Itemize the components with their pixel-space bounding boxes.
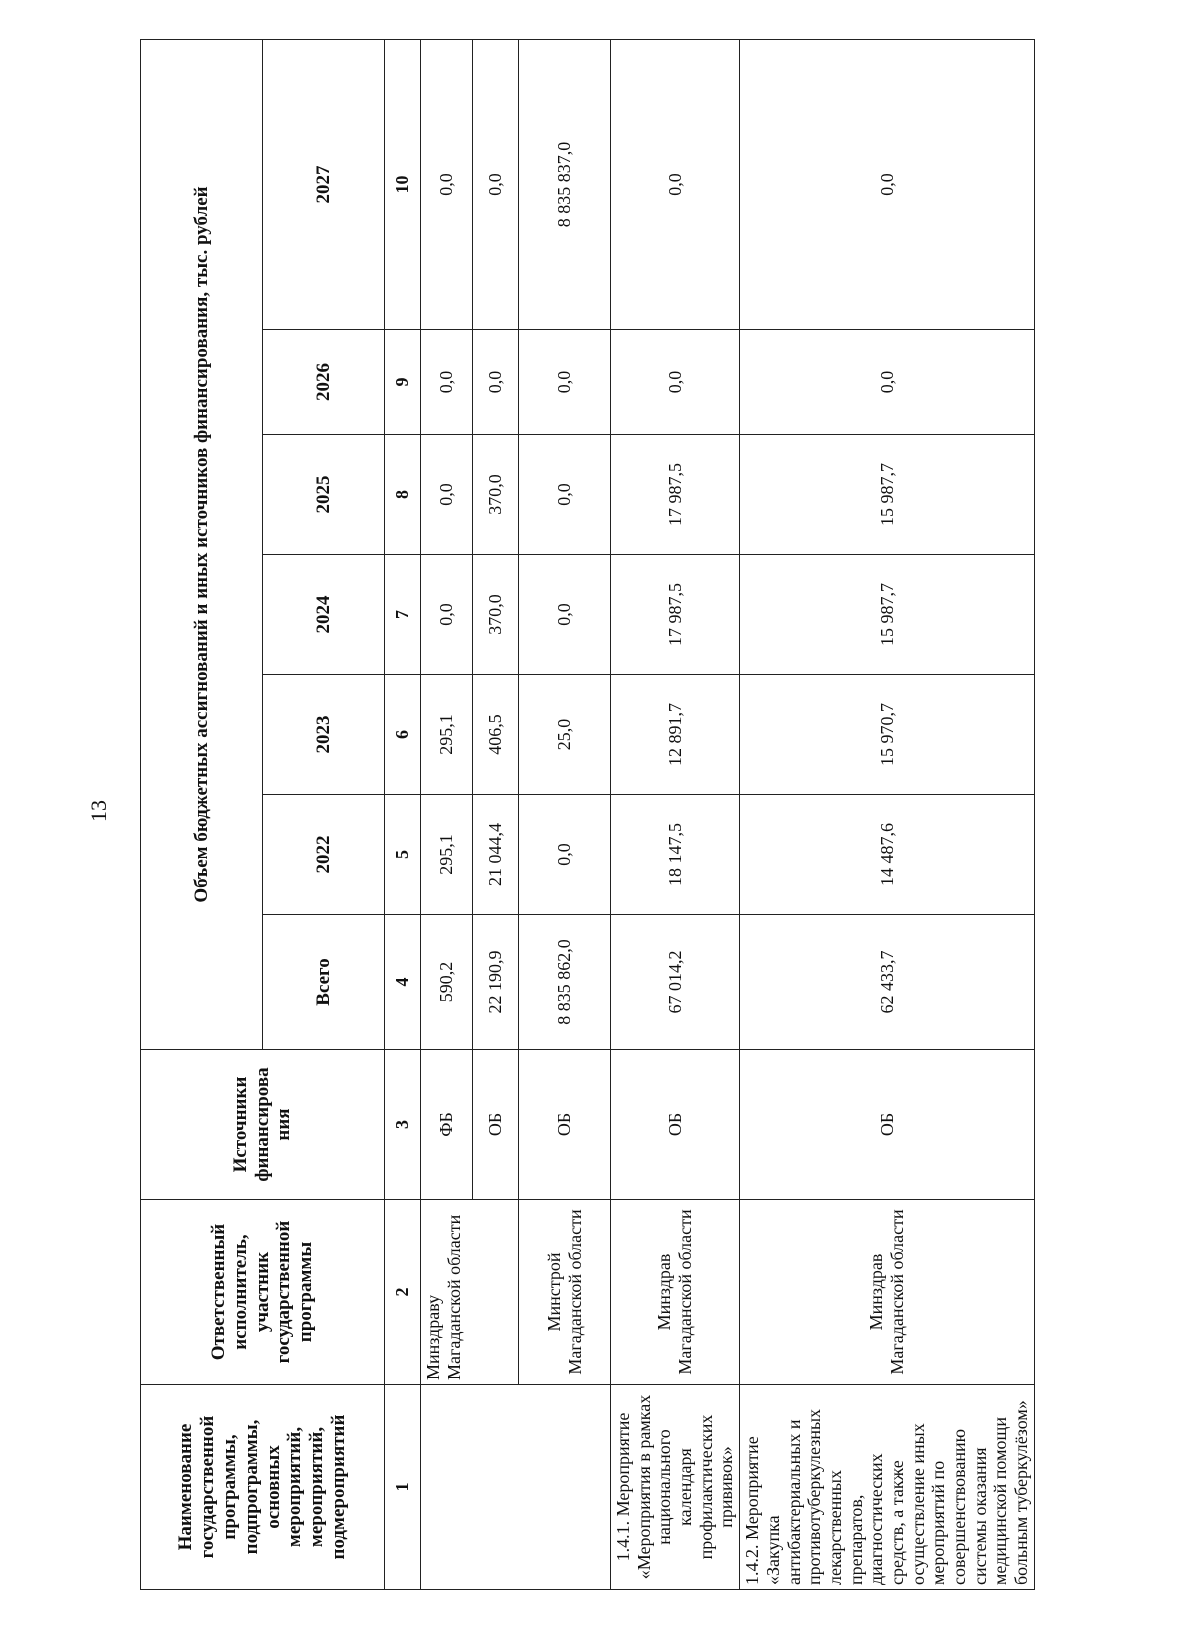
row-source: ОБ — [611, 1050, 740, 1200]
row-value: 0,0 — [473, 330, 519, 435]
row-source: ОБ — [519, 1050, 611, 1200]
column-number: 1 — [385, 1385, 421, 1590]
row-value: 0,0 — [421, 39, 473, 329]
header-executor: Ответственный исполнитель, участник государственной программы — [141, 1200, 385, 1385]
row-name — [421, 1385, 611, 1590]
row-value: 17 987,5 — [611, 435, 740, 555]
row-value: 0,0 — [519, 555, 611, 675]
row-executor: Минздрав Магаданской области — [740, 1200, 1035, 1385]
row-value: 295,1 — [421, 795, 473, 915]
column-number: 9 — [385, 330, 421, 435]
row-value: 370,0 — [473, 555, 519, 675]
row-name: 1.4.1. Мероприятие «Мероприятия в рамках национального календаря профилактических прививок» — [611, 1385, 740, 1590]
header-year: 2023 — [263, 675, 385, 795]
row-value: 15 987,7 — [740, 555, 1035, 675]
row-value: 370,0 — [473, 435, 519, 555]
column-number: 5 — [385, 795, 421, 915]
row-value: 8 835 837,0 — [519, 39, 611, 329]
header-year: 2026 — [263, 330, 385, 435]
row-value: 67 014,2 — [611, 915, 740, 1050]
row-executor: Минздрав Магаданской области — [611, 1200, 740, 1385]
column-number: 4 — [385, 915, 421, 1050]
column-number: 2 — [385, 1200, 421, 1385]
row-value: 0,0 — [740, 330, 1035, 435]
header-year: 2025 — [263, 435, 385, 555]
row-value: 590,2 — [421, 915, 473, 1050]
row-value: 0,0 — [611, 330, 740, 435]
row-value: 62 433,7 — [740, 915, 1035, 1050]
header-volume: Объем бюджетных ассигнований и иных источников финансирования, тыс. рублей — [141, 39, 263, 1049]
row-value: 0,0 — [611, 39, 740, 329]
row-value: 18 147,5 — [611, 795, 740, 915]
column-number: 7 — [385, 555, 421, 675]
table-row — [519, 39, 611, 1589]
page-number: 13 — [86, 800, 111, 822]
row-value: 21 044,4 — [473, 795, 519, 915]
row-value: 17 987,5 — [611, 555, 740, 675]
row-value: 0,0 — [519, 435, 611, 555]
column-number: 6 — [385, 675, 421, 795]
row-value: 22 190,9 — [473, 915, 519, 1050]
financing-table — [140, 39, 1035, 1590]
row-source: ОБ — [473, 1050, 519, 1200]
row-value: 0,0 — [421, 330, 473, 435]
row-value: 0,0 — [421, 435, 473, 555]
header-name: Наименование государственной программы, подпрограммы, основных мероприятий, мероприятий, подмероприятий — [141, 1385, 385, 1590]
row-name: 1.4.2. Мероприятие «Закупка антибактериальных и противотуберкулезных лекарственных препаратов, диагностических средств, а также осуществление иных мероприятий по совершенствованию системы оказания медицинской помощи больным туберкулёзом» — [740, 1385, 1035, 1590]
row-value: 8 835 862,0 — [519, 915, 611, 1050]
row-executor: Минстрой Магаданской области — [519, 1200, 611, 1385]
column-number: 10 — [385, 39, 421, 329]
row-executor: Минздраву Магаданской области — [421, 1200, 519, 1385]
table-row — [740, 39, 1035, 1589]
table-row — [421, 39, 473, 1589]
row-value: 295,1 — [421, 675, 473, 795]
row-source: ФБ — [421, 1050, 473, 1200]
column-number-row — [385, 39, 421, 1589]
column-number: 3 — [385, 1050, 421, 1200]
row-value: 0,0 — [519, 330, 611, 435]
header-year: 2027 — [263, 39, 385, 329]
column-number: 8 — [385, 435, 421, 555]
row-value: 14 487,6 — [740, 795, 1035, 915]
row-source: ОБ — [740, 1050, 1035, 1200]
table-row — [611, 39, 740, 1589]
row-value: 0,0 — [740, 39, 1035, 329]
row-value: 0,0 — [519, 795, 611, 915]
header-year: 2022 — [263, 795, 385, 915]
row-value: 0,0 — [473, 39, 519, 329]
row-value: 15 970,7 — [740, 675, 1035, 795]
header-year: 2024 — [263, 555, 385, 675]
row-value: 406,5 — [473, 675, 519, 795]
row-value: 25,0 — [519, 675, 611, 795]
row-value: 0,0 — [421, 555, 473, 675]
header-source: Источники финансирова ния — [141, 1050, 385, 1200]
row-value: 12 891,7 — [611, 675, 740, 795]
header-total: Всего — [263, 915, 385, 1050]
row-value: 15 987,7 — [740, 435, 1035, 555]
rotated-table-wrapper — [140, 40, 1032, 1590]
